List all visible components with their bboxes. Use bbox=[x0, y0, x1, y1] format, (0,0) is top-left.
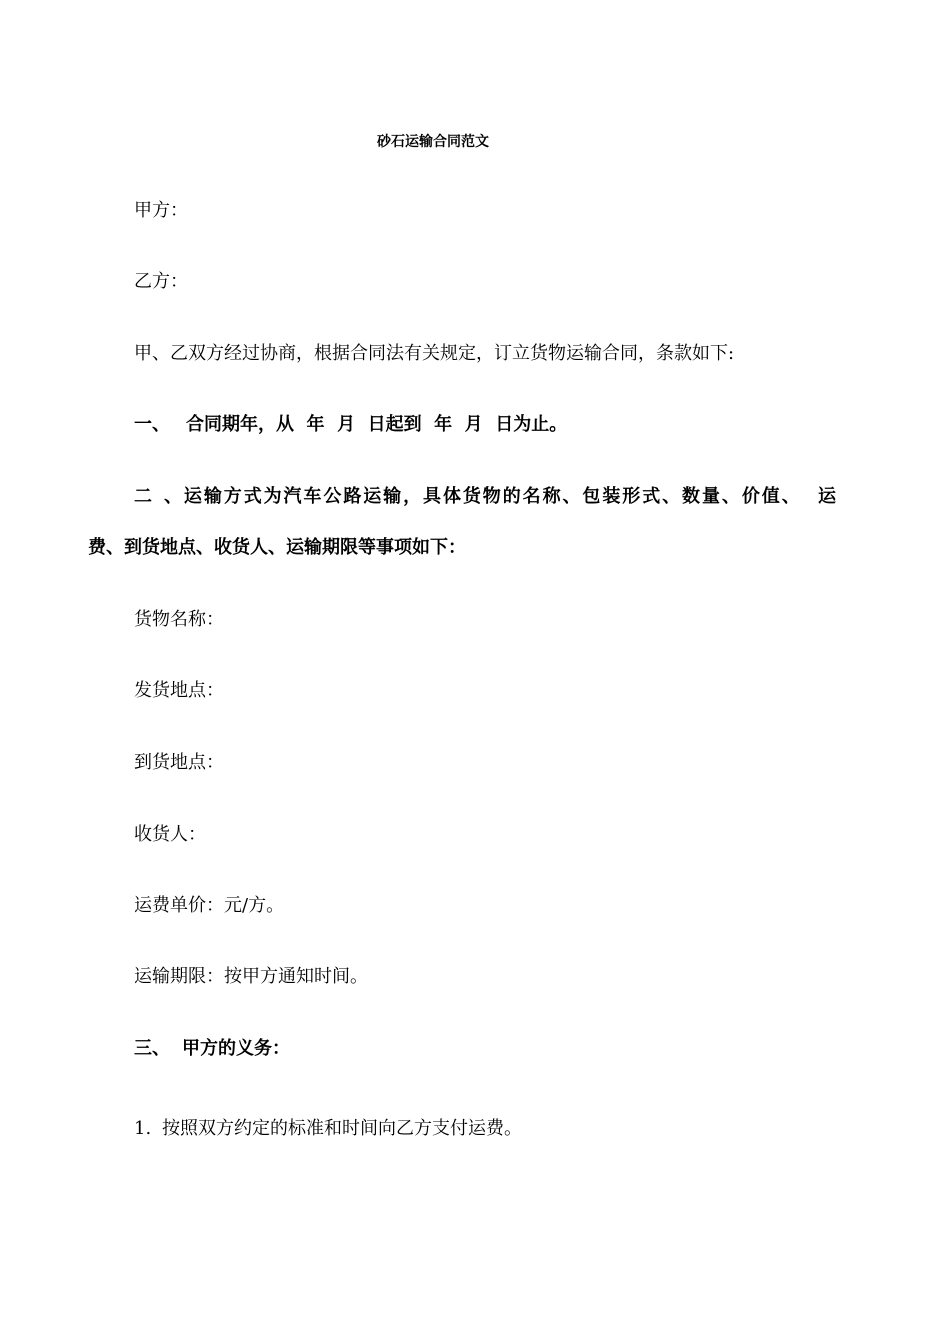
section-1 bbox=[134, 410, 567, 436]
transport-period-field: 运输期限：按甲方通知时间。 bbox=[134, 966, 368, 987]
party-a-label: 甲方： bbox=[134, 200, 188, 221]
obligation-item-1 bbox=[134, 1114, 522, 1140]
consignee-field: 收货人： bbox=[134, 824, 206, 845]
document-title: 砂石运输合同范文 bbox=[377, 134, 489, 150]
intro-paragraph: 甲、乙双方经过协商，根据合同法有关规定，订立货物运输合同，条款如下: bbox=[134, 343, 735, 364]
section-2-text-line-1: 运输方式为汽车公路运输，具体货物的名称、包装形式、数量、价值、 运 bbox=[182, 486, 836, 507]
section-3-number: 三、 bbox=[134, 1038, 170, 1059]
section-3-text: 甲方的义务： bbox=[182, 1038, 290, 1059]
ship-to-field: 到货地点： bbox=[134, 752, 224, 773]
item-1-text: 按照双方约定的标准和时间向乙方支付运费。 bbox=[162, 1118, 522, 1139]
section-1-text: 合同期年，从 年 月 日起到 年 月 日为止。 bbox=[186, 414, 568, 435]
section-2-line-2: 费、到货地点、收货人、运输期限等事项如下： bbox=[88, 537, 466, 558]
section-1-number: 一、 bbox=[134, 414, 170, 435]
section-2-number: 二、 bbox=[134, 486, 182, 507]
section-2-line-1 bbox=[134, 482, 836, 508]
unit-price-field: 运费单价：元/方。 bbox=[134, 895, 285, 916]
section-3 bbox=[134, 1034, 290, 1060]
ship-from-field: 发货地点： bbox=[134, 680, 224, 701]
item-1-number: 1. bbox=[134, 1118, 152, 1139]
party-b-label: 乙方： bbox=[134, 271, 188, 292]
goods-name-field: 货物名称： bbox=[134, 609, 224, 630]
